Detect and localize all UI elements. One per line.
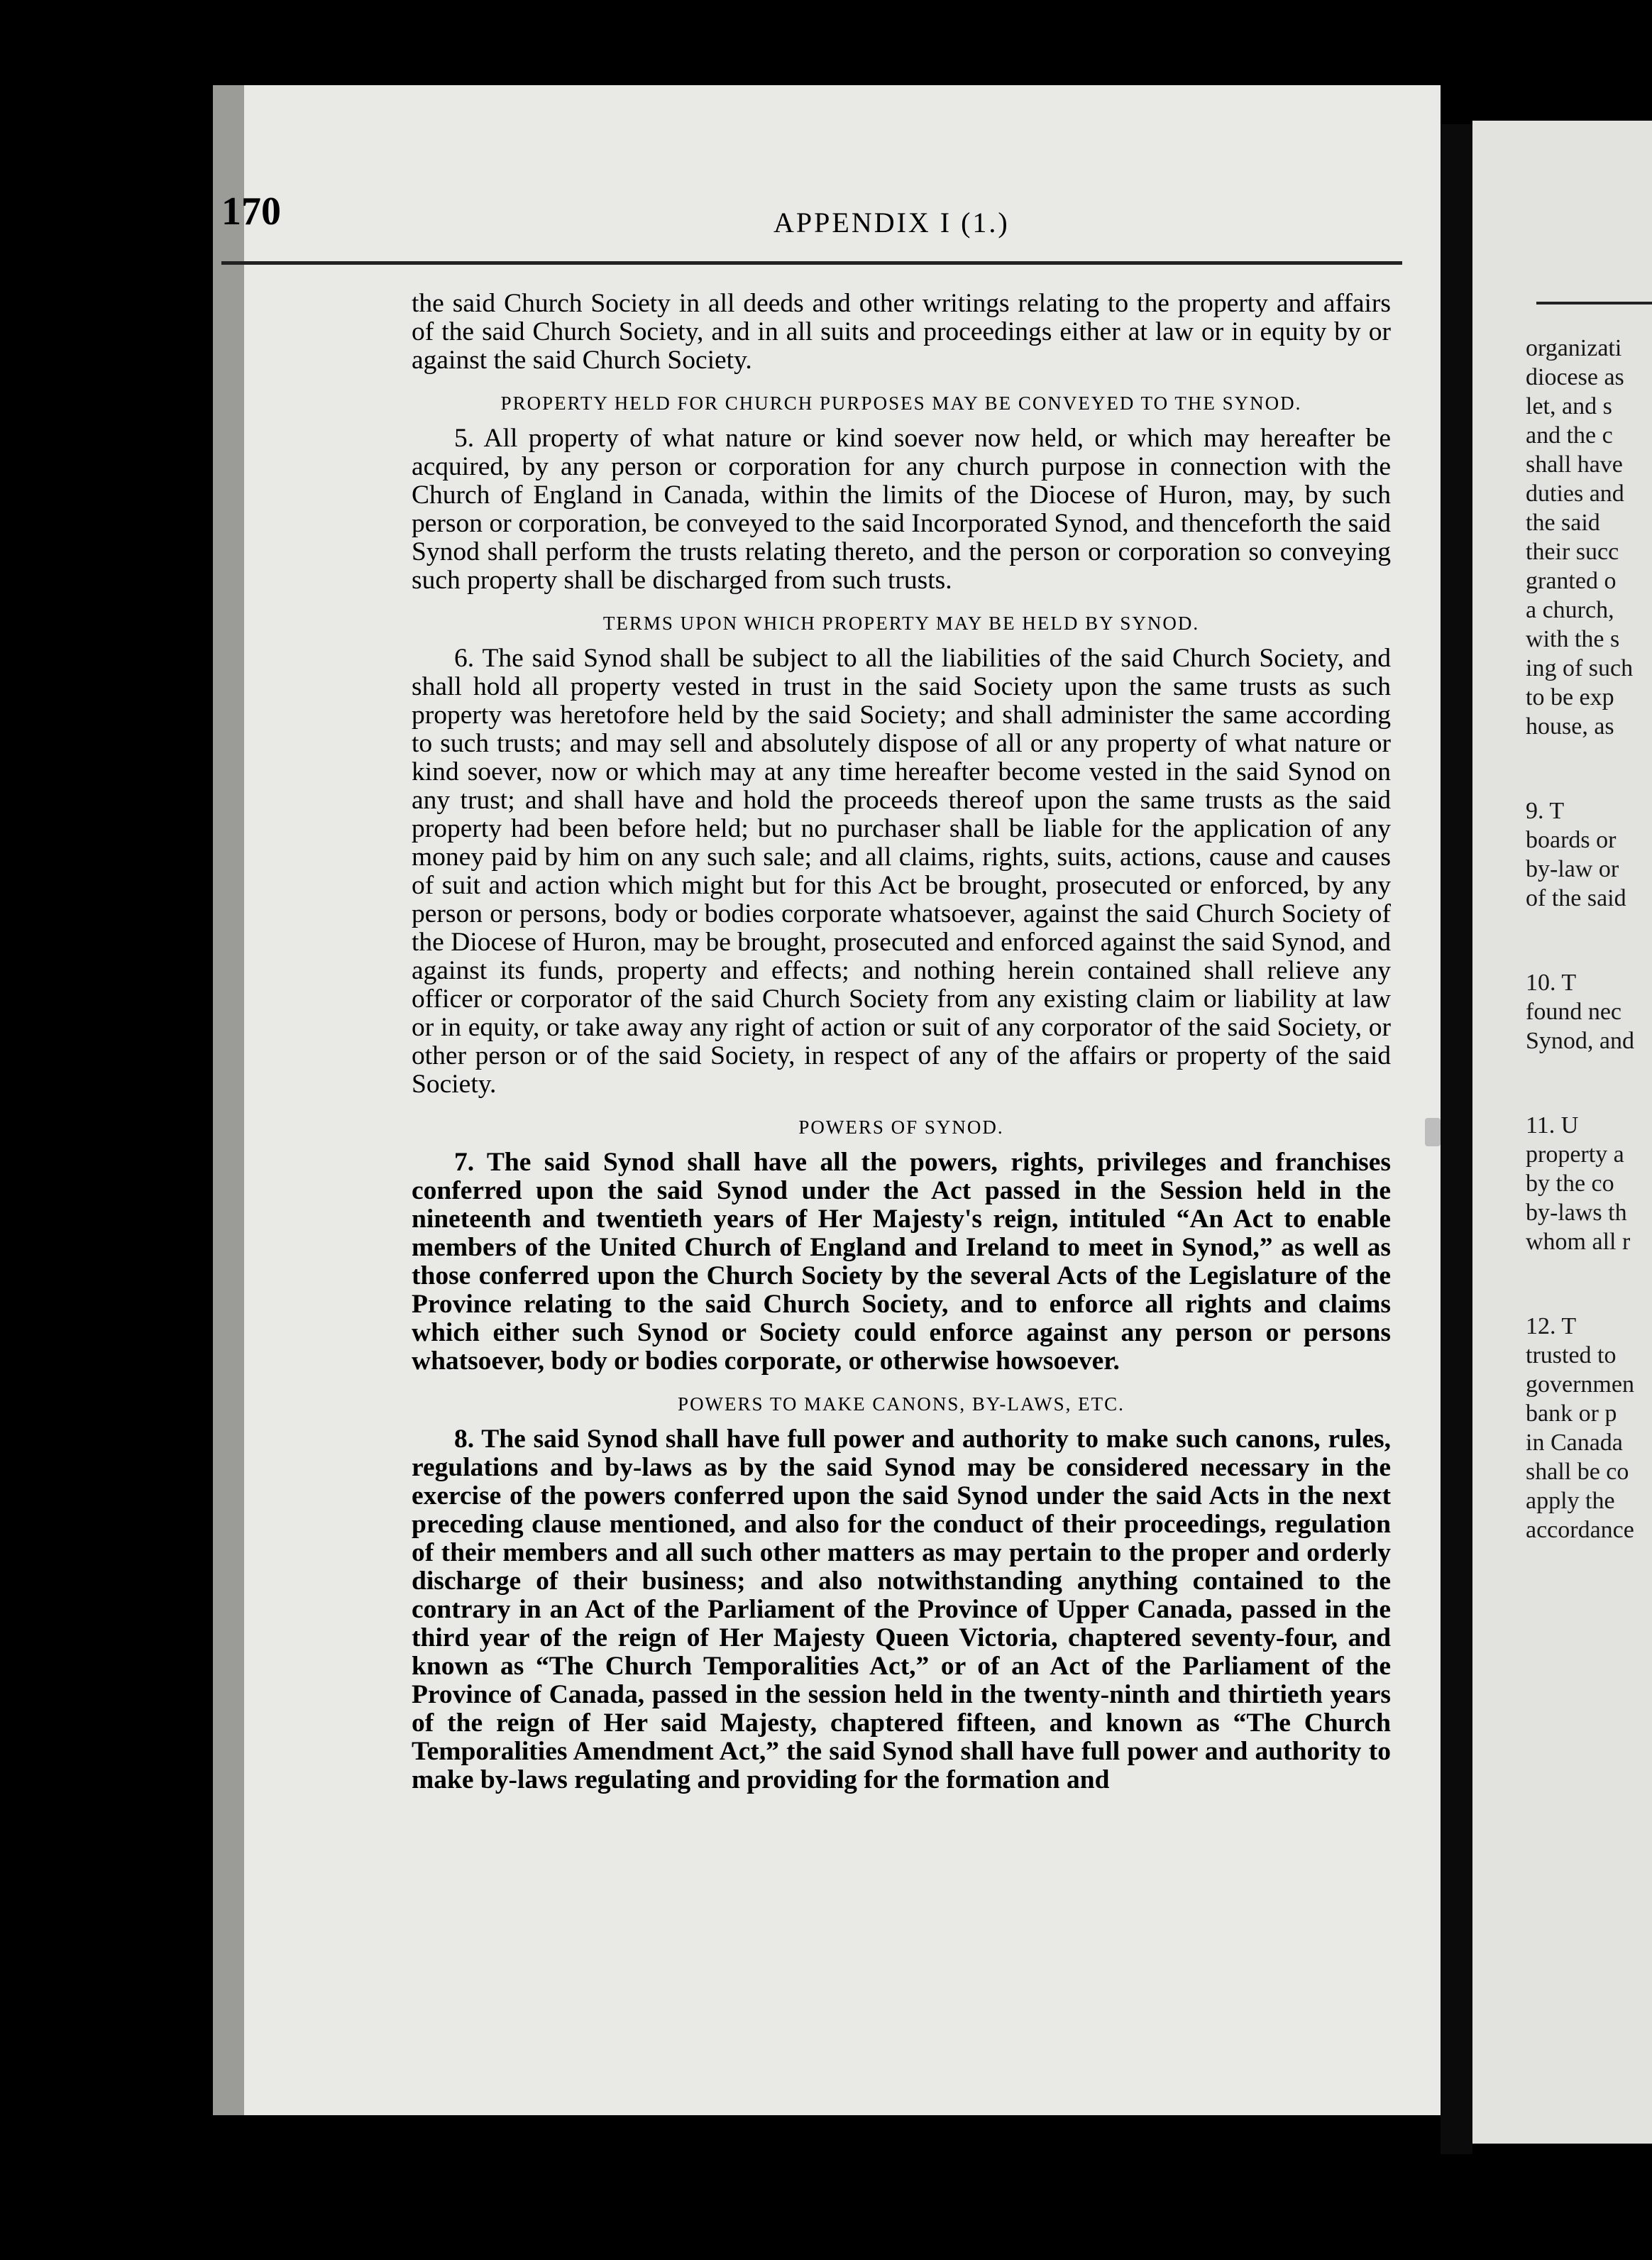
intro-paragraph: the said Church Society in all deeds and other writings relating to the property and affairs of the said Church Society, and in all suits and proceedings either at law or in equity by or against the said Church Society. — [412, 289, 1391, 375]
right-gap — [1526, 1055, 1652, 1111]
page-number: 170 — [221, 190, 281, 234]
right-gap — [1526, 1256, 1652, 1312]
right-line: and the c — [1526, 422, 1613, 449]
section-7-paragraph: 7. The said Synod shall have all the powers, rights, privileges and franchises conferred upon the said Synod under the Act passed in the Session held in the nineteenth and twentieth years of Her Majesty's reign, intituled “An Act to enable members of the United Church of England and Ireland to meet in Synod,” as well as those conferred upon the Church Society by the several Acts of the Legislature of the Province relating to the said Church Society, and to enforce all rights and claims which either such Synod or Society could enforce against any person or persons whatsoever, body or bodies corporate, or otherwise howsoever. — [412, 1148, 1391, 1376]
right-line: of the said — [1526, 885, 1626, 911]
right-line: accordance — [1526, 1517, 1634, 1543]
right-line: trusted to — [1526, 1342, 1617, 1368]
right-line: house, as — [1526, 713, 1614, 740]
section-6-paragraph: 6. The said Synod shall be subject to all the liabilities of the said Church Society, and shall hold all property vested in trust in the said Society upon the same trusts as such property was heretofore held by the said Society; and shall administer the same according to such trusts; and may sell and absolutely dispose of all or any property of what nature or kind soever, now or which may at any time hereafter become vested in the said Synod on any trust; and shall have and hold the proceeds thereof upon the same trusts as the said property had been before held; but no purchaser shall be liable for the application of any money paid by him on any such sale; and all claims, rights, suits, actions, cause and causes of suit and action which might but for this Act be brought, prosecuted or enforced, by any person or persons, body or bodies corporate whatsoever, against the said Church Society of the Diocese of Huron, may be brought, prosecuted and enforced against the said Synod, and against its funds, property and effects; and nothing herein contained shall relieve any officer or corporator of the said Church Society from any existing claim or liability at law or in equity, or take away any right of action or suit of any corporator of the said Society, or other person or of the said Society, in respect of any of the affairs or property of the said Society. — [412, 644, 1391, 1099]
right-line: to be exp — [1526, 684, 1614, 711]
right-line: their succ — [1526, 539, 1619, 565]
right-line: boards or — [1526, 827, 1617, 853]
right-line: by-law or — [1526, 856, 1619, 882]
right-line: shall have — [1526, 451, 1623, 478]
section-heading-8: POWERS TO MAKE CANONS, BY-LAWS, ETC. — [678, 1393, 1125, 1415]
right-line: 12. T — [1526, 1313, 1577, 1339]
right-line: 9. T — [1526, 798, 1565, 824]
right-line: by-laws th — [1526, 1200, 1627, 1226]
section-5-paragraph: 5. All property of what nature or kind soever now held, or which may hereafter be acquired, by any person or corporation for any church purpose in connection with the Church of England in Canada, within the limits of the Diocese of Huron, may, by such person or corporation, be conveyed to the said Incorporated Synod, and thenceforth the said Synod shall perform the trusts relating thereto, and the person or corporation so conveying such property shall be discharged from such trusts. — [412, 424, 1391, 595]
right-line: governmen — [1526, 1371, 1634, 1398]
right-line: let, and s — [1526, 393, 1612, 419]
right-line: in Canada — [1526, 1430, 1623, 1456]
right-line: 11. U — [1526, 1112, 1579, 1139]
right-line: Synod, and — [1526, 1028, 1634, 1054]
section-heading-7: POWERS OF SYNOD. — [798, 1117, 1004, 1138]
section-8-paragraph: 8. The said Synod shall have full power and authority to make such canons, rules, regulations and by-laws as by the said Synod may be considered necessary in the exercise of the powers conferred upon the said Synod under the said Acts in the next preceding clause mentioned, and also for the conduct of their proceedings, regulation of their members and all such other matters as may pertain to the proper and orderly discharge of their business; and also notwithstanding anything contained to the contrary in an Act of the Parliament of the Province of Upper Canada, passed in the third year of the reign of Her Majesty Queen Victoria, chaptered seventy-four, and known as “The Church Temporalities Act,” or of an Act of the Parliament of the Province of Canada, passed in the session held in the twenty-ninth and thirtieth years of the reign of Her said Majesty, chaptered fifteen, and known as “The Church Temporalities Amendment Act,” the said Synod shall have full power and authority to make by-laws regulating and providing for the formation and — [412, 1425, 1391, 1794]
header-rule — [221, 261, 1402, 265]
right-gap — [1526, 913, 1652, 968]
body-text — [412, 290, 1391, 1794]
right-page-text — [1526, 334, 1652, 1545]
right-line: shall be co — [1526, 1459, 1629, 1485]
running-head: APPENDIX I (1.) — [773, 207, 1010, 238]
right-header-rule — [1536, 302, 1652, 305]
right-line: granted o — [1526, 568, 1617, 594]
right-line: bank or p — [1526, 1400, 1617, 1427]
page-clip — [1425, 1118, 1441, 1146]
right-line: with the s — [1526, 626, 1620, 652]
right-line: duties and — [1526, 481, 1624, 507]
right-line: property a — [1526, 1141, 1624, 1168]
right-line: ing of such — [1526, 655, 1634, 681]
right-line: found nec — [1526, 999, 1622, 1025]
right-line: by the co — [1526, 1170, 1614, 1197]
right-line: the said — [1526, 510, 1600, 536]
right-line: 10. T — [1526, 970, 1577, 996]
right-page — [1472, 121, 1652, 2144]
right-line: organizati — [1526, 335, 1622, 361]
right-line: apply the — [1526, 1488, 1615, 1514]
section-heading-5: PROPERTY HELD FOR CHURCH PURPOSES MAY BE CONVEYED TO THE SYNOD. — [500, 393, 1302, 414]
right-line: whom all r — [1526, 1229, 1631, 1255]
right-line: a church, — [1526, 597, 1614, 623]
book-spine-gutter — [1441, 124, 1472, 2154]
right-line: diocese as — [1526, 364, 1624, 390]
right-gap — [1526, 741, 1652, 796]
section-heading-6: TERMS UPON WHICH PROPERTY MAY BE HELD BY SYNOD. — [602, 613, 1200, 634]
